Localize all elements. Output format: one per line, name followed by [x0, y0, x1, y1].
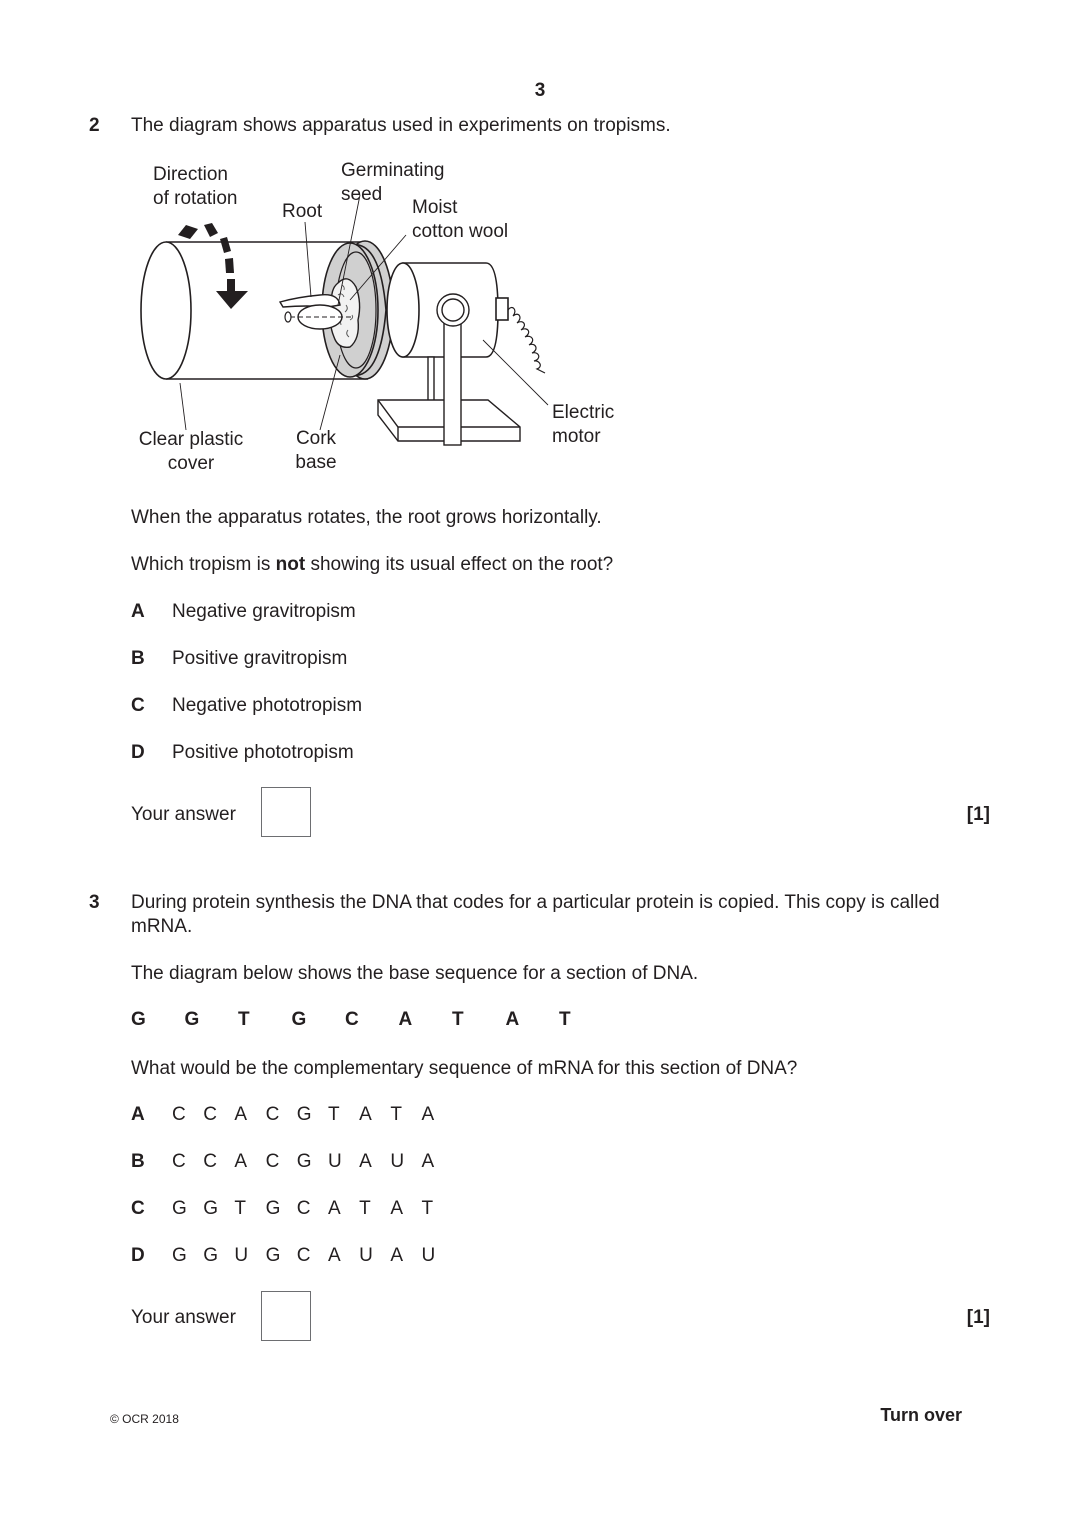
page-number: 3: [534, 80, 546, 101]
question-2-prompt: Which tropism is not showing its usual effect on the root?: [131, 554, 614, 575]
question-2-stem: The diagram shows apparatus used in experiments on tropisms.: [131, 115, 671, 136]
question-3-stem: During protein synthesis the DNA that codes for a particular protein is copied. This copy is called mRNA.: [131, 892, 940, 937]
q3-option-b-letter: B: [131, 1151, 145, 1172]
question-2-context: When the apparatus rotates, the root grows horizontally.: [131, 507, 602, 528]
label-direction-of-rotation: Direction of rotation: [153, 164, 238, 209]
q3-option-b-sequence: C C A C G U A U A: [172, 1151, 435, 1172]
q3-option-a-sequence: C C A C G T A T A: [172, 1104, 435, 1125]
q2-option-b-text: Positive gravitropism: [172, 648, 348, 669]
dna-base-sequence: G G T G C A T A T: [131, 1009, 571, 1030]
q2-option-c-text: Negative phototropism: [172, 695, 363, 716]
footer-turn-over: Turn over: [880, 1405, 962, 1425]
q2-your-answer-label: Your answer: [131, 804, 236, 825]
q3-your-answer-label: Your answer: [131, 1307, 236, 1328]
footer-copyright: © OCR 2018: [110, 1412, 179, 1426]
q2-option-a-letter: A: [131, 601, 145, 622]
root-shape: [280, 295, 340, 307]
label-cork-base: Cork base: [295, 428, 337, 473]
question-3-intro: The diagram below shows the base sequence for a section of DNA.: [131, 963, 699, 984]
label-electric-motor: Electric motor: [552, 402, 615, 447]
label-root: Root: [282, 201, 323, 222]
q3-option-a-letter: A: [131, 1104, 145, 1125]
q3-answer-box[interactable]: [261, 1291, 311, 1341]
q3-option-d-sequence: G G U G C A U A U: [172, 1245, 436, 1266]
q3-option-c-letter: C: [131, 1198, 145, 1219]
label-clear-plastic-cover: Clear plastic cover: [138, 429, 244, 474]
seed-shape: [298, 305, 342, 329]
question-3-prompt: What would be the complementary sequence of mRNA for this section of DNA?: [131, 1058, 798, 1079]
q2-marks: [1]: [966, 804, 990, 825]
q2-option-d-text: Positive phototropism: [172, 742, 354, 763]
question-3-number: 3: [89, 892, 100, 913]
q2-option-d-letter: D: [131, 742, 145, 763]
q2-option-a-text: Negative gravitropism: [172, 601, 356, 622]
wire-coil-shape: [508, 308, 545, 373]
q2-answer-box[interactable]: [261, 787, 311, 837]
q3-option-c-sequence: G G T G C A T A T: [172, 1198, 434, 1219]
tropism-apparatus-diagram: [128, 155, 628, 485]
q3-marks: [1]: [966, 1307, 990, 1328]
q2-option-c-letter: C: [131, 695, 145, 716]
q2-option-b-letter: B: [131, 648, 145, 669]
label-moist-cotton-wool: Moist cotton wool: [412, 197, 509, 242]
q3-option-d-letter: D: [131, 1245, 145, 1266]
question-2-number: 2: [89, 115, 100, 136]
label-germinating-seed: Germinating seed: [341, 160, 445, 205]
